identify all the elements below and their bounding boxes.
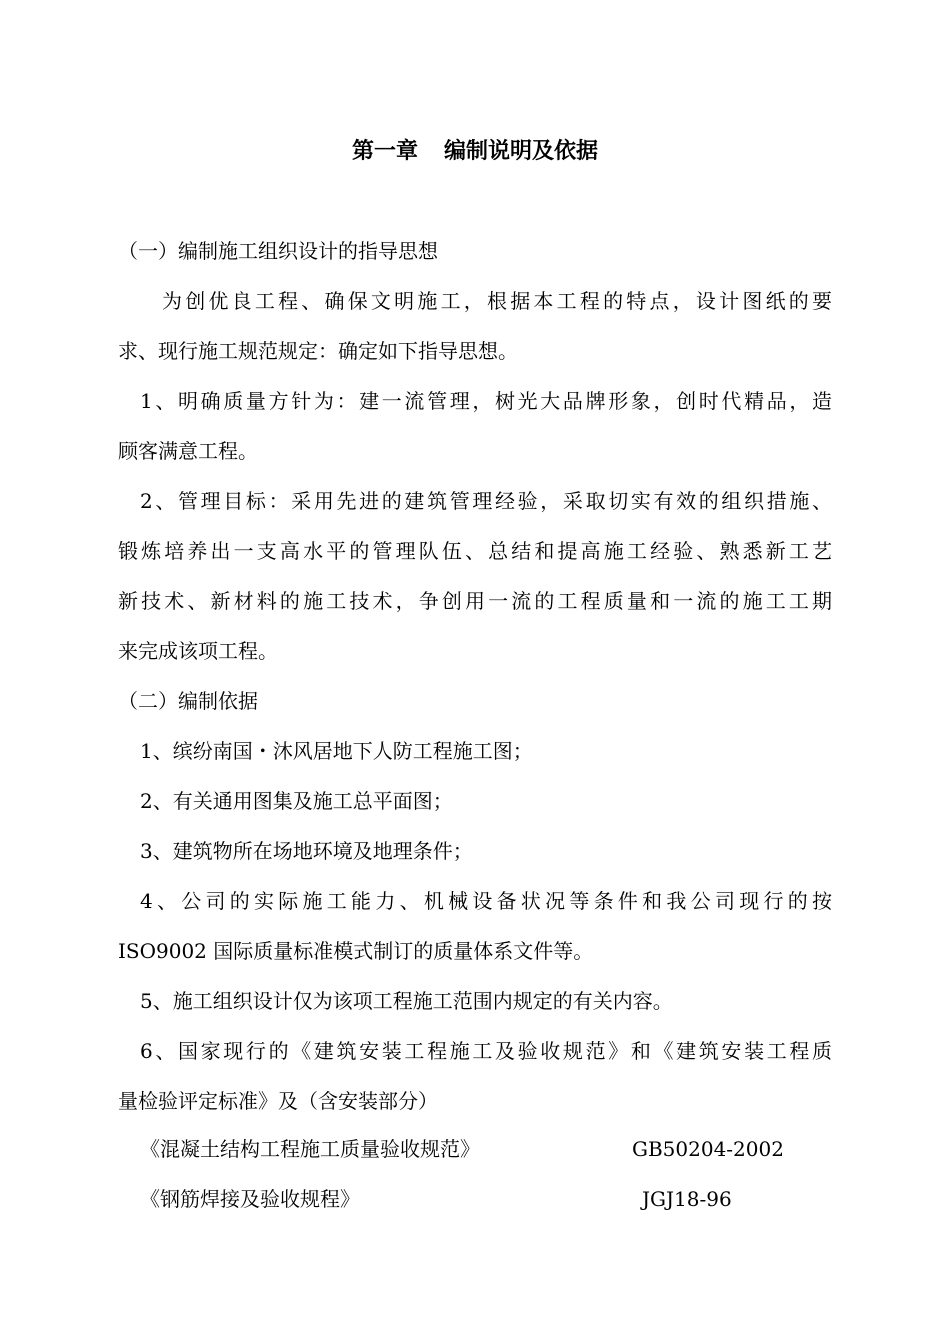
reference-code: JGJ18-96 — [642, 1187, 732, 1211]
list-item-line: 新技术、新材料的施工技术，争创用一流的工程质量和一流的施工工期 — [118, 589, 832, 613]
list-item-line: 2、有关通用图集及施工总平面图； — [140, 789, 453, 813]
list-item-line: 锻炼培养出一支高水平的管理队伍、总结和提高施工经验、熟悉新工艺 — [118, 539, 832, 563]
list-item-line: ISO9002 国际质量标准模式制订的质量体系文件等。 — [118, 939, 594, 963]
section-heading-basis: （二）编制依据 — [118, 689, 258, 713]
list-item-line: 4、公司的实际施工能力、机械设备状况等条件和我公司现行的按 — [140, 889, 832, 913]
reference-code: GB50204-2002 — [632, 1137, 784, 1161]
list-item-line: 顾客满意工程。 — [118, 439, 258, 463]
section-heading-guiding-thought: （一）编制施工组织设计的指导思想 — [118, 239, 438, 263]
reference-name: 《钢筋焊接及验收规程》 — [140, 1187, 360, 1211]
list-item-line: 来完成该项工程。 — [118, 639, 278, 663]
reference-name: 《混凝土结构工程施工质量验收规范》 — [140, 1137, 480, 1161]
list-item-line: 1、缤纷南国・沐风居地下人防工程施工图； — [140, 739, 533, 763]
list-item-line: 3、建筑物所在场地环境及地理条件； — [140, 839, 473, 863]
list-item-line: 5、施工组织设计仅为该项工程施工范围内规定的有关内容。 — [140, 989, 673, 1013]
paragraph-line: 为创优良工程、确保文明施工，根据本工程的特点，设计图纸的要 — [162, 289, 832, 313]
list-item-line: 1、明确质量方针为：建一流管理，树光大品牌形象，创时代精品，造 — [140, 389, 832, 413]
list-item-line: 量检验评定标准》及（含安装部分） — [118, 1089, 438, 1113]
chapter-title — [0, 136, 950, 168]
chapter-number: 第一章 — [351, 139, 418, 164]
chapter-name: 编制说明及依据 — [444, 139, 599, 164]
list-item-line: 6、国家现行的《建筑安装工程施工及验收规范》和《建筑安装工程质 — [140, 1039, 832, 1063]
list-item-line: 2、管理目标：采用先进的建筑管理经验，采取切实有效的组织措施、 — [140, 489, 832, 513]
paragraph-line: 求、现行施工规范规定：确定如下指导思想。 — [118, 339, 518, 363]
